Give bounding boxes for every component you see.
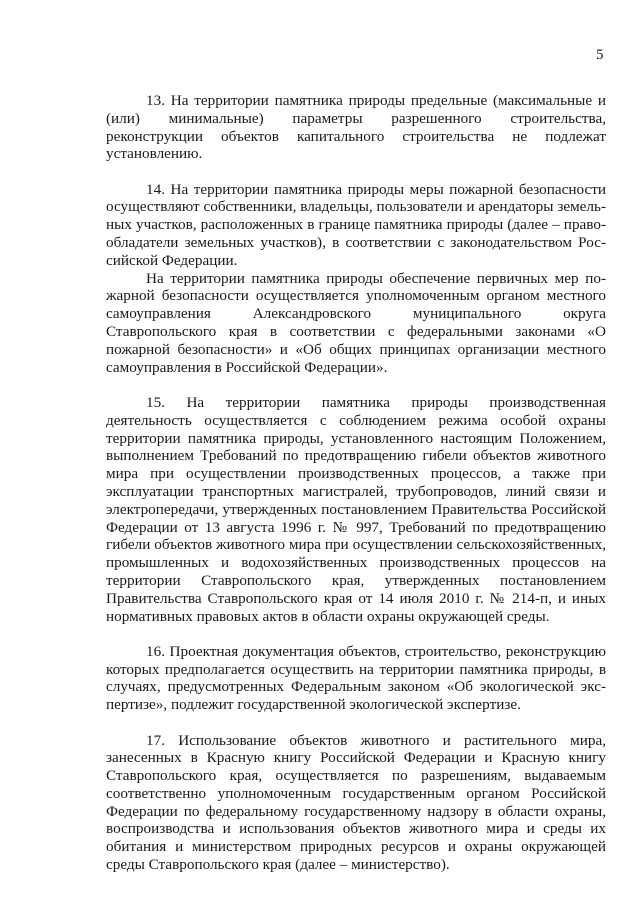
paragraph-16: 16. Проектная документация объектов, строительство, реконструкцию которых предполагается осуществить на территории памятника природы, в случаях, предусмотренных Федеральным законом «Об экологической экспертизе», подлежит государственной экологической экспертизе. — [106, 642, 606, 714]
document-body — [106, 92, 606, 874]
paragraph-14: 14. На территории памятника природы меры пожарной безопасности осуществляют собственники, владельцы, пользователи и арендаторы земельных участков, расположенных в границе памятника природы (далее – правообладатели земельных участков), в соответствии с законодательством Российской Федерации. — [106, 180, 606, 269]
page-number: 5 — [596, 47, 604, 63]
paragraph-spacer — [106, 714, 606, 732]
paragraph-spacer — [106, 625, 606, 643]
paragraph-spacer — [106, 376, 606, 394]
paragraph-13: 13. На территории памятника природы предельные (максимальные и (или) минимальные) параметры разрешенного строительства, реконструкции объектов капитального строительства не подлежат установлению. — [106, 92, 606, 163]
paragraph-15: 15. На территории памятника природы производственная деятельность осуществляется с соблюдением режима особой охраны территории памятника природы, установленного настоящим Положением, выполнением Требований по предотвращению гибели объектов животного мира при осуществлении производственных процессов, а также при эксплуатации транспортных магистралей, трубопроводов, линий связи и электропередачи, утвержденных постановлением Правительства Российской Федерации от 13 августа 1996 г. № 997, Требований по предотвращению гибели объектов животного мира при осуществлении сельскохозяйственных, промышленных и водохозяйственных производственных процессов на территории Ставропольского края, утвержденных постановлением Правительства Ставропольского края от 14 июля 2010 г. № 214-п, и иных нормативных правовых актов в области охраны окружающей среды. — [106, 393, 606, 625]
paragraph-14-continued: На территории памятника природы обеспечение первичных мер пожарной безопасности осуществляется уполномоченным органом местного самоуправления Александровского муниципального округа Ставропольского края в соответствии с федеральными законами «О пожарной безопасности» и «Об общих принципах организации местного самоуправления в Российской Федерации». — [106, 269, 606, 376]
paragraph-spacer — [106, 163, 606, 181]
paragraph-17: 17. Использование объектов животного и растительного мира, занесенных в Красную книгу Российской Федерации и Красную книгу Ставропольского края, осуществляется по разрешениям, выдаваемым соответственно уполномоченным государственным органом Российской Федерации по федеральному государственному надзору в области охраны, воспроизводства и использования объектов животного мира и среды их обитания и министерством природных ресурсов и охраны окружающей среды Ставропольского края (далее – министерство). — [106, 731, 606, 874]
